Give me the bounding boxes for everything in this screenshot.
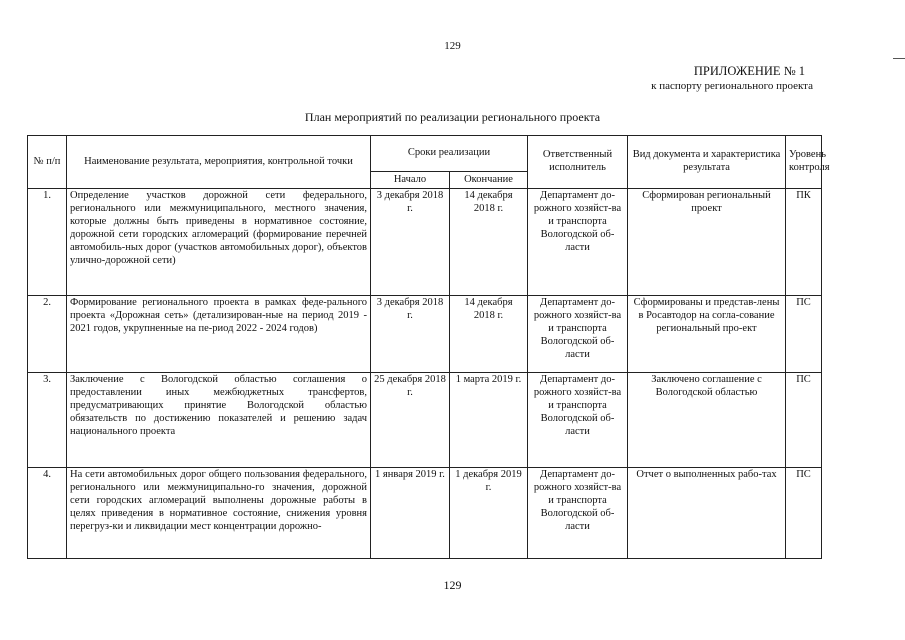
row-end: 1 марта 2019 г. [450,373,528,468]
row-end: 1 декабря 2019 г. [450,468,528,559]
header-end: Окончание [450,172,528,189]
row-executor: Департамент до-рожного хозяйст-ва и транспорта Вологодской об-ласти [528,468,628,559]
table-row [28,468,822,559]
row-end: 14 декабря 2018 г. [450,296,528,373]
row-name: Формирование регионального проекта в рамках феде-рального проекта «Дорожная сеть» (детализирован-ные на период 2019 - 2021 годов, укрупненные на пе-риод 2022 - 2024 годов) [67,296,371,373]
row-level: ПС [786,373,822,468]
page-number-top: 129 [444,40,461,52]
header-num: № п/п [28,136,67,189]
table-row [28,189,822,296]
header-level: Уровень контроля [786,136,822,189]
row-name: На сети автомобильных дорог общего пользования федерального, регионального или межмуниципально-го значения, дорожной сети городских агломераций выполнены дорожные работы в целях приведения в нормативное состояние, снижения уровня перегруз-ки и ликвидации мест концентрации дорожно- [67,468,371,559]
row-doc: Заключено соглашение с Вологодской областью [628,373,786,468]
row-level: ПС [786,296,822,373]
edge-mark [893,58,905,59]
row-num: 4. [28,468,67,559]
plan-title: План мероприятий по реализации регионального проекта [304,110,601,124]
table-row [28,296,822,373]
row-num: 3. [28,373,67,468]
row-num: 1. [28,189,67,296]
header-name: Наименование результата, мероприятия, контрольной точки [67,136,371,189]
row-doc: Сформированы и представ-лены в Росавтодор на согла-сование региональный про-ект [628,296,786,373]
header-executor: Ответственный исполнитель [528,136,628,189]
row-doc: Отчет о выполненных рабо-тах [628,468,786,559]
row-name: Заключение с Вологодской областью соглашения о предоставлении иных межбюджетных трансфертов, предусматривающих принятие Вологодской областью обязательств по достижению показателей и решению задач национального проекта [67,373,371,468]
row-start: 3 декабря 2018 г. [371,296,450,373]
header-start: Начало [371,172,450,189]
row-level: ПС [786,468,822,559]
row-num: 2. [28,296,67,373]
row-start: 1 января 2019 г. [371,468,450,559]
row-doc: Сформирован региональный проект [628,189,786,296]
appendix-subtitle: к паспорту регионального проекта [651,80,813,92]
row-name: Определение участков дорожной сети федерального, регионального или межмуниципального, местного значения, которые должны быть приведены в нормативное состояние, дорожной сети городских агломераций (формирование перечней автомобиль-ных дорог (участков автомобильных дорог), объектов улично-дорожной сети) [67,189,371,296]
row-start: 3 декабря 2018 г. [371,189,450,296]
row-end: 14 декабря 2018 г. [450,189,528,296]
appendix-title: ПРИЛОЖЕНИЕ № 1 [693,64,805,78]
row-start: 25 декабря 2018 г. [371,373,450,468]
table-row [28,373,822,468]
row-executor: Департамент до-рожного хозяйст-ва и транспорта Вологодской об-ласти [528,189,628,296]
row-level: ПК [786,189,822,296]
plan-table [27,135,830,559]
row-executor: Департамент до-рожного хозяйст-ва и транспорта Вологодской об-ласти [528,296,628,373]
header-doc: Вид документа и характеристика результата [628,136,786,189]
page-number-bottom: 129 [443,578,462,592]
header-deadlines: Сроки реализации [371,136,528,172]
row-executor: Департамент до-рожного хозяйст-ва и транспорта Вологодской об-ласти [528,373,628,468]
